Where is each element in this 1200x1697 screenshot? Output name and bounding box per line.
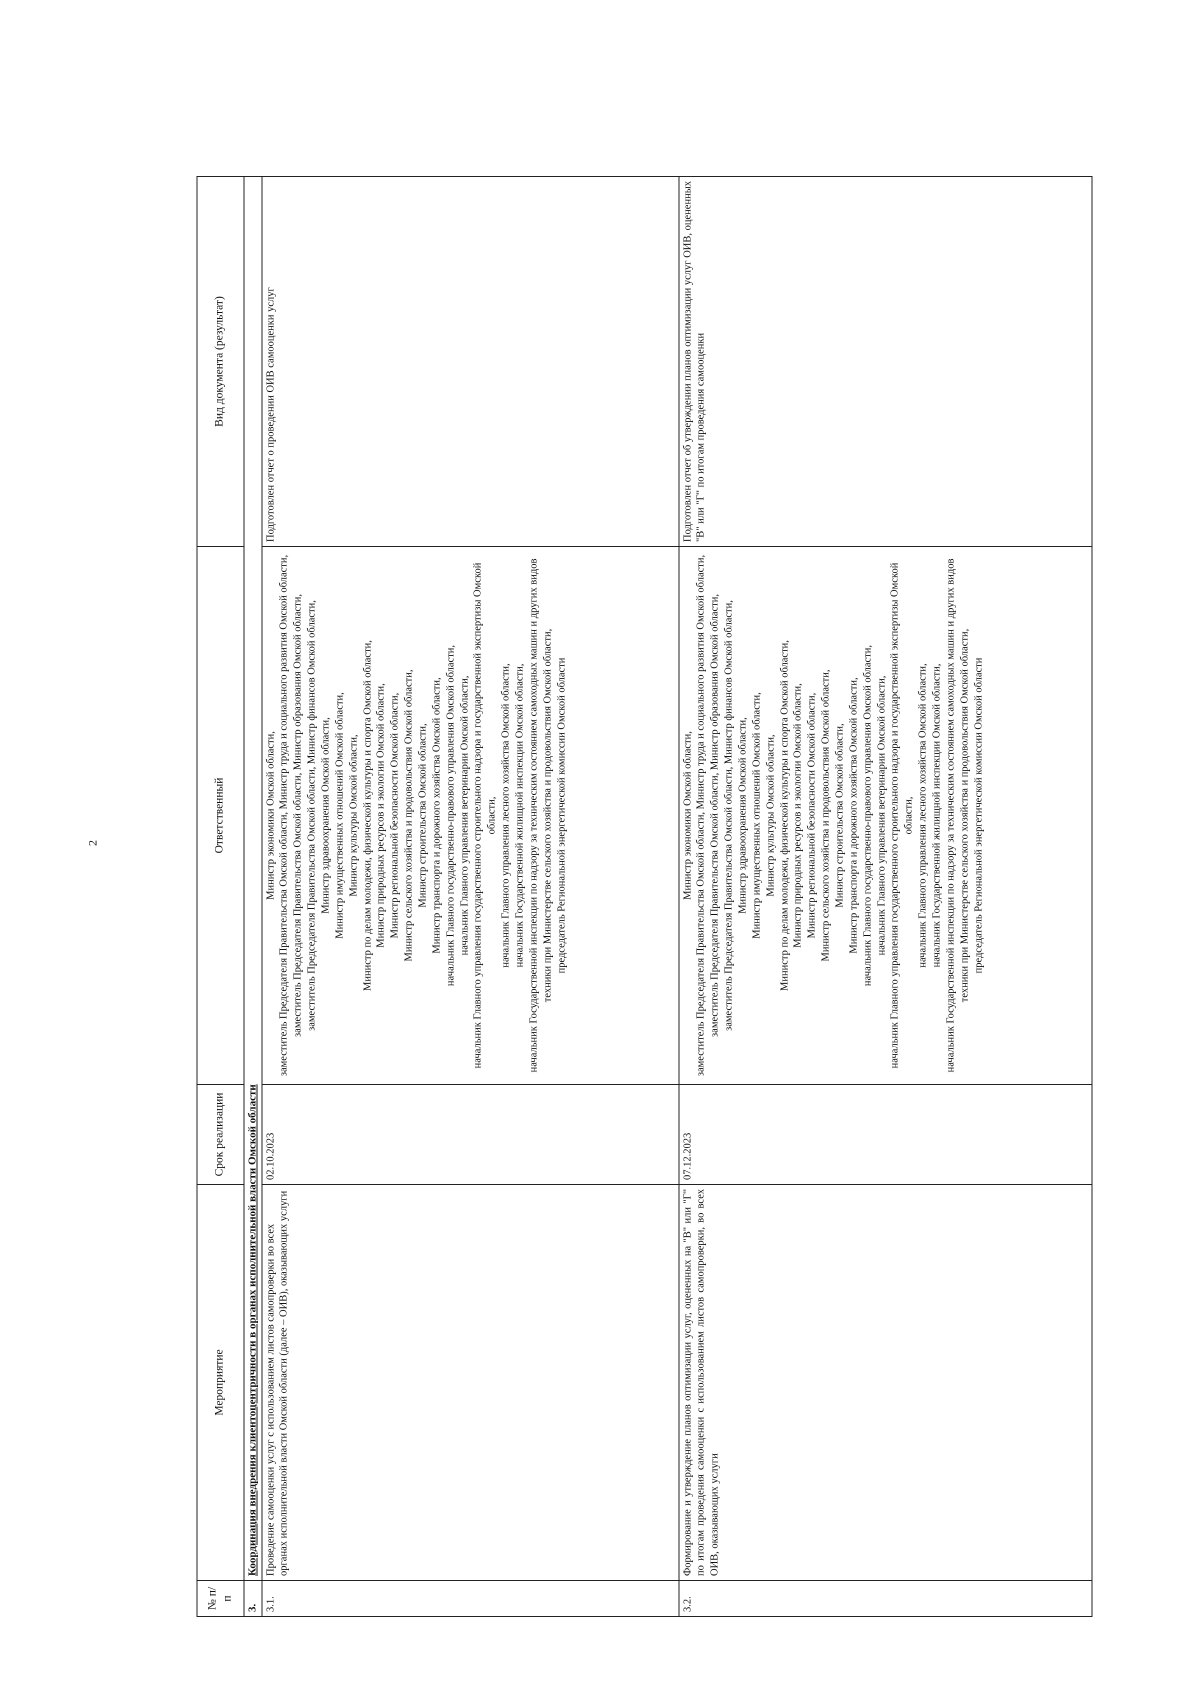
responsible-line: Министр сельского хозяйства и продовольствия Омской области, (820, 669, 832, 962)
table-row (262, 177, 679, 1617)
row-responsible (679, 547, 1092, 1085)
responsible-line: Министр транспорта и дорожного хозяйства Омской области, (848, 677, 860, 954)
responsible-line: начальник Государственной жилищной инспекции Омской области, (931, 663, 943, 968)
responsible-line: начальник Главного управления ветеринарии Омской области, (459, 675, 471, 956)
responsible-line: Министр по делам молодежи, физической культуры и спорта Омской области, (362, 640, 374, 991)
responsible-line: Министр по делам молодежи, физической культуры и спорта Омской области, (779, 640, 791, 991)
responsible-line: Министр экономики Омской области, (265, 731, 277, 900)
header-number: № п/п (197, 1581, 244, 1617)
row-document: Подготовлен отчет о проведении ОИВ самооценки услуг (262, 177, 679, 547)
responsible-line: заместитель Председателя Правительства Омской области, Министр труда и социального развития Омской области, (695, 554, 707, 1077)
responsible-line: Министр природных ресурсов и экологии Омской области, (792, 683, 804, 948)
responsible-line: председатель Региональной энергетической комиссии Омской области (973, 657, 985, 974)
row-document: Подготовлен отчет об утверждении планов оптимизации услуг ОИВ, оцененных "В" или "Г" по итогам проведения самооценки (679, 177, 1092, 547)
row-activity: Формирование и утверждение планов оптимизации услуг, оцененных на "В" или "Г" по итогам проведения самооценки с использованием листов самопроверки, во всех ОИВ, оказывающих услуги (679, 1185, 1092, 1581)
responsible-line: начальник Главного управления лесного хозяйства Омской области, (917, 663, 929, 968)
responsible-line: заместитель Председателя Правительства Омской области, Министр образования Омской области, (709, 594, 721, 1037)
responsible-line: начальник Главного управления ветеринарии Омской области, (876, 675, 888, 956)
section-title: Координация внедрения клиентоцентричности в органах исполнительной власти Омской области (244, 177, 262, 1581)
section-row (244, 177, 262, 1617)
row-number: 3.2. (679, 1581, 1092, 1617)
responsible-line: начальник Государственной инспекции по надзору за техническим состоянием самоходных машин и других видов техники при Министерстве сельского хозяйства и продовольствия Омской области, (945, 558, 971, 1073)
responsible-line: Министр здравоохранения Омской области, (320, 717, 332, 914)
row-number: 3.1. (262, 1581, 679, 1617)
responsible-line: начальник Главного управления государственного строительного надзора и государственной экспертизы Омской области, (472, 562, 498, 1069)
responsible-line: заместитель Председателя Правительства Омской области, Министр финансов Омской области, (306, 600, 318, 1031)
responsible-line: Министр строительства Омской области, (417, 723, 429, 908)
responsible-line: Министр природных ресурсов и экологии Омской области, (375, 683, 387, 948)
responsible-line: начальник Главного управления лесного хозяйства Омской области, (500, 663, 512, 968)
table-header-row (197, 177, 244, 1617)
responsible-line: Министр транспорта и дорожного хозяйства Омской области, (431, 677, 443, 954)
responsible-line: начальник Главного государственно-правового управления Омской области, (862, 644, 874, 987)
rotated-sheet (197, 177, 1114, 1617)
table-row (679, 177, 1092, 1617)
row-deadline: 02.10.2023 (262, 1085, 679, 1185)
responsible-line: начальник Государственной инспекции по надзору за техническим состоянием самоходных машин и других видов техники при Министерстве сельского хозяйства и продовольствия Омской области, (528, 558, 554, 1073)
section-number: 3. (244, 1581, 262, 1617)
responsible-line: Министр региональной безопасности Омской области, (806, 692, 818, 939)
responsible-line: Министр сельского хозяйства и продовольствия Омской области, (403, 669, 415, 962)
header-document: Вид документа (результат) (197, 177, 244, 547)
header-responsible: Ответственный (197, 547, 244, 1085)
responsible-line: Министр имущественных отношений Омской области, (334, 692, 346, 939)
responsible-line: Министр экономики Омской области, (682, 731, 694, 900)
responsible-line: Министр здравоохранения Омской области, (737, 717, 749, 914)
responsible-line: начальник Главного государственно-правового управления Омской области, (445, 644, 457, 987)
responsible-line: Министр строительства Омской области, (834, 723, 846, 908)
responsible-line: заместитель Председателя Правительства Омской области, Министр финансов Омской области, (723, 600, 735, 1031)
responsible-line: Министр региональной безопасности Омской области, (389, 692, 401, 939)
responsible-line: Министр культуры Омской области, (765, 734, 777, 897)
activities-table (197, 176, 1093, 1617)
responsible-line: Министр имущественных отношений Омской области, (751, 692, 763, 939)
responsible-line: председатель Региональной энергетической комиссии Омской области (556, 657, 568, 974)
row-deadline: 07.12.2023 (679, 1085, 1092, 1185)
page-number: 2 (85, 840, 100, 846)
responsible-line: Министр культуры Омской области, (348, 734, 360, 897)
header-deadline: Срок реализации (197, 1085, 244, 1185)
responsible-line: заместитель Председателя Правительства Омской области, Министр труда и социального развития Омской области, (278, 554, 290, 1077)
responsible-line: начальник Главного управления государственного строительного надзора и государственной экспертизы Омской области, (889, 562, 915, 1069)
responsible-line: заместитель Председателя Правительства Омской области, Министр образования Омской области, (292, 594, 304, 1037)
row-responsible (262, 547, 679, 1085)
row-activity: Проведение самооценки услуг с использованием листов самопроверки во всех органах исполнительной власти Омской области (далее – ОИВ), оказывающих услуги (262, 1185, 679, 1581)
header-activity: Мероприятие (197, 1185, 244, 1581)
responsible-line: начальник Государственной жилищной инспекции Омской области, (514, 663, 526, 968)
